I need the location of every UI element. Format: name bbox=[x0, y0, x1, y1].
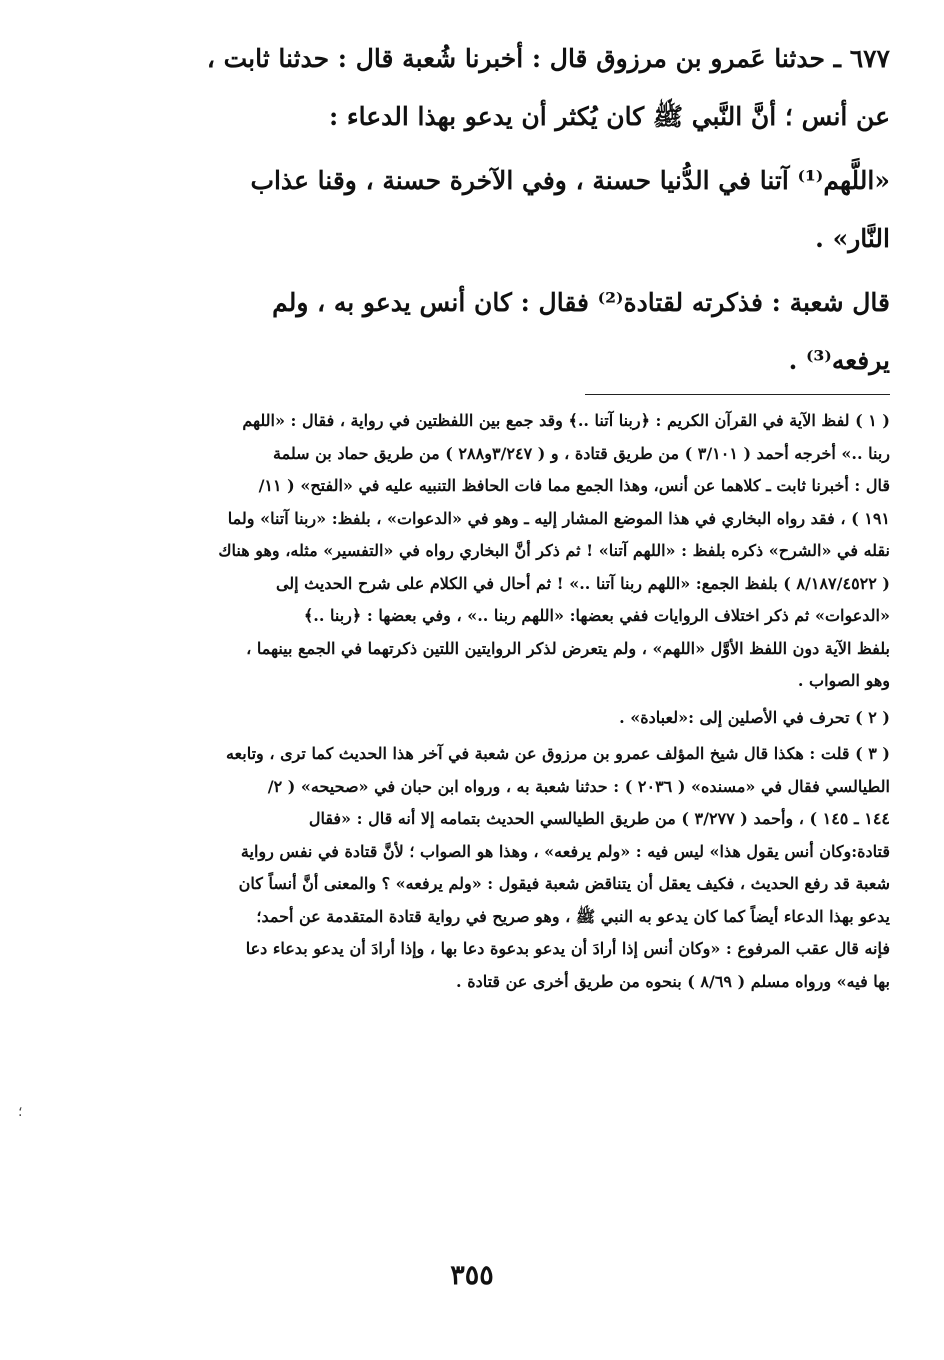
footnote-line: ( ٣ ) قلت : هكذا قال شيخ المؤلف عمرو بن مرزوق عن شعبة في آخر هذا الحديث كما ترى ، وتابعه bbox=[225, 744, 890, 763]
footnotes bbox=[100, 405, 890, 998]
footnote-line: ١٤٤ ـ ١٤٥ ) ، وأحمد ( ٣/٢٧٧ ) من طريق الطيالسي الحديث بتمامه إلا أنه قال : «فقال bbox=[308, 809, 890, 828]
hadith-line: ٦٧٧ ـ حدثنا عَمرو بن مرزوق قال : أخبرنا شُعبة قال : حدثنا ثابت ، bbox=[206, 44, 890, 73]
footnote-line: ١٩١ ) ، فقد رواه البخاري في هذا الموضع المشار إليه ـ وهو في «الدعوات» ، بلفظ: «ربنا آتنا» ولما bbox=[227, 508, 890, 528]
footnote-line: ( ١ ) لفظ الآية في القرآن الكريم : ﴿ربنا آتنا ..﴾ وقد جمع بين اللفظتين في رواية ، فقال : «اللهم bbox=[242, 411, 890, 430]
footnote-line: الطيالسي فقال في «مسنده» ( ٢٠٣٦ ) : حدثنا شعبة به ، ورواه ابن حبان في «صحيحه» ( ٢/ bbox=[267, 776, 890, 796]
footnote-divider bbox=[585, 394, 890, 395]
hadith-line: «اللَّهم⁽¹⁾ آتنا في الدُّنيا حسنة ، وفي الآخرة حسنة ، وقنا عذاب bbox=[250, 166, 890, 195]
footnote-line: قتادة:وكان أنس يقول هذا» ليس فيه : «ولم يرفعه» ، وهذا هو الصواب ؛ لأنَّ قتادة في نفس رواية bbox=[240, 841, 890, 861]
margin-mark: ؛ bbox=[18, 1104, 23, 1120]
footnote-line: نقله في «الشرح» ذكره بلفظ : «اللهم آتنا» ! ثم ذكر أنَّ البخاري رواه في «التفسير» مثله، وهو هناك bbox=[218, 541, 890, 560]
footnote-line: ربنا ..» أخرجه أحمد ( ٣/١٠١ ) من طريق قتادة ، و ( ٣/٢٤٧و٢٨٨ ) من طريق حماد بن سلمة bbox=[273, 443, 890, 463]
footnote-line: بلفظ الآية دون اللفظ الأوَّل «اللهم» ، ولم يتعرض لذكر الروايتين اللتين ذكرتهما في الجمع بينهما ، bbox=[246, 638, 890, 658]
footnote-1 bbox=[100, 405, 890, 698]
footnote-line: «الدعوات» ثم ذكر اختلاف الروايات ففي بعضها: «اللهم ربنا ..» ، وفي بعضها : ﴿ربنا ..﴾ bbox=[303, 606, 890, 625]
hadith-line: النَّار» . bbox=[815, 224, 890, 253]
hadith-line: قال شعبة : فذكرته لقتادة⁽²⁾ فقال : كان أنس يدعو به ، ولم bbox=[272, 288, 890, 317]
hadith-text bbox=[100, 30, 890, 390]
hadith-line: يرفعه⁽³⁾ . bbox=[788, 346, 890, 375]
hadith-line: عن أنس ؛ أنَّ النَّبي ﷺ كان يُكثر أن يدعو بهذا الدعاء : bbox=[328, 102, 890, 131]
page-body bbox=[100, 30, 890, 998]
footnote-line: شعبة قد رفع الحديث ، فكيف يعقل أن يتناقض شعبة فيقول : «ولم يرفعه» ؟ والمعنى أنَّ أنساً كان bbox=[238, 874, 890, 893]
footnote-line: قال : أخبرنا ثابت ـ كلاهما عن أنس، وهذا الجمع مما فات الحافظ التنبيه عليه في «الفتح» ( ١١/ bbox=[258, 476, 890, 495]
footnote-3 bbox=[100, 738, 890, 998]
page-number: ٣٥٥ bbox=[450, 1260, 494, 1291]
footnote-line: بها فيه» ورواه مسلم ( ٨/٦٩ ) بنحوه من طريق أخرى عن قتادة . bbox=[456, 971, 890, 991]
footnote-line: فإنه قال عقب المرفوع : «وكان أنس إذا أرادَ أن يدعو بدعوة دعا بها ، وإذا أرادَ أن يدعو بدعاء دعا bbox=[245, 939, 890, 958]
footnote-line: ( ٢ ) تحرف في الأصلين إلى :«لعبادة» . bbox=[619, 707, 890, 727]
footnote-line: ( ٨/١٨٧/٤٥٢٢ ) بلفظ الجمع: «اللهم ربنا آتنا ..» ! ثم أحال في الكلام على شرح الحديث إلى bbox=[275, 573, 890, 593]
footnote-2 bbox=[100, 702, 890, 735]
footnote-line: وهو الصواب . bbox=[797, 671, 890, 690]
footnote-line: يدعو بهذا الدعاء أيضاً كما كان يدعو به النبي ﷺ ، وهو صريح في رواية قتادة المتقدمة عن أحمد؛ bbox=[256, 906, 890, 926]
